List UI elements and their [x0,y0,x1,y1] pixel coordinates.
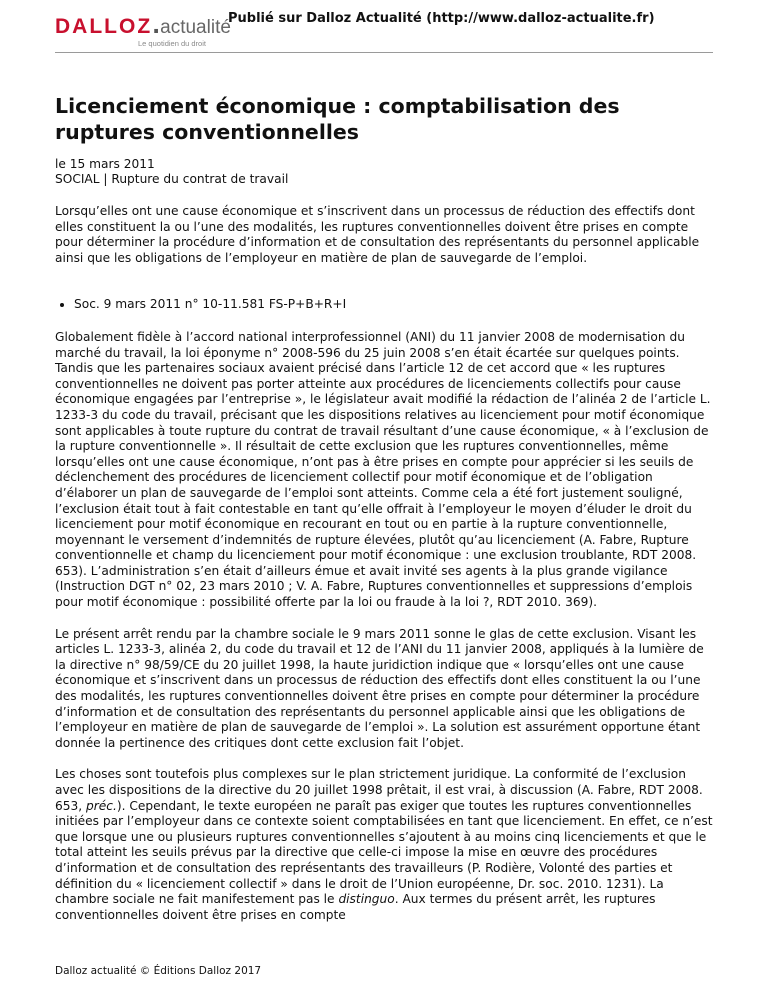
decision-reference: • Soc. 9 mars 2011 n° 10-11.581 FS-P+B+R+I [74,297,715,313]
dalloz-actualite-logo[interactable] [55,14,231,54]
article-date: le 15 mars 2011 [55,157,155,171]
p3-text-c: . Aux termes du présent arrêt, les ruptures conventionnelles doivent être prises en compte [55,892,656,922]
logo-wordmark [55,14,231,40]
p3-text-a: Les choses sont toutefois plus complexes sur le plan strictement juridique. La conformité de l’exclusion avec les dispositions de la directive du 20 juillet 1998 prêtait, il est vrai, à discussion (A. Fabre, RDT 2008. 653, [55,767,703,813]
logo-dalloz-text: DALLOZ [55,15,153,38]
p3-text-b: ). Cependant, le texte européen ne paraît pas exiger que toutes les ruptures conventionnelles initiées par l’employeur dans ce contexte soient comptabilisées en tant que licenciement. En effet, ce n’est que lorsque une ou plusieurs ruptures conventionnelles s’ajoutent à au moins cinq licenciements et que le total atteint les seuils prévus par la directive que celle-ci impose la mise en œuvre des procédures d’information et de consultation des représentants des travailleurs (P. Rodière, Volonté des parties et définition du « licenciement collectif » dans le droit de l’Union européenne, Dr. soc. 2010. 1231). La chambre sociale ne fait manifestement pas le [55,798,713,907]
p3-prec-italic: préc. [86,798,117,813]
header-divider [55,52,713,53]
article-meta [55,157,288,187]
page-footer-copyright: Dalloz actualité © Éditions Dalloz 2017 [55,965,262,977]
article-title: Licenciement économique : comptabilisation des ruptures conventionnelles [55,94,620,144]
reference-list [55,297,715,313]
published-on-notice: Publié sur Dalloz Actualité (http://www.dalloz-actualite.fr) [228,11,655,26]
page-header [0,0,768,60]
logo-tagline: Le quotidien du droit [138,39,206,48]
body-paragraph-2: Le présent arrêt rendu par la chambre sociale le 9 mars 2011 sonne le glas de cette exclusion. Visant les articles L. 1233-3, alinéa 2, du code du travail et 12 de l’ANI du 11 janvier 2008, appliqués à la lumière de la directive n° 98/59/CE du 20 juillet 1998, la haute juridiction indique que « lorsqu’elles ont une cause économique et s’inscrivent dans un processus de réduction des effectifs dont elles constituent la ou l’une des modalités, les ruptures conventionnelles doivent être prises en compte pour déterminer la procédure d’information et de consultation des représentants du personnel applicable ainsi que les obligations de l’employeur en matière de plan de sauvegarde de l’emploi ». La solution est assurément opportune étant donnée la pertinence des critiques dont cette exclusion fait l’objet. [55,626,704,750]
article-body [55,204,715,939]
body-paragraph-3 [55,767,715,923]
article-intro: Lorsqu’elles ont une cause économique et s’inscrivent dans un processus de réduction des effectifs dont elles constituent la ou l’une des modalités, les ruptures conventionnelles doivent être prises en compte pour déterminer la procédure d’information et de consultation des représentants du personnel applicable ainsi que les obligations de l’employeur en matière de plan de sauvegarde de l’emploi. [55,204,700,265]
article-category: SOCIAL | Rupture du contrat de travail [55,172,289,186]
logo-dot: . [152,14,161,38]
logo-actualite-text: actualité [160,17,231,38]
p3-distinguo-italic: distinguo [338,892,395,907]
body-paragraph-1: Globalement fidèle à l’accord national interprofessionnel (ANI) du 11 janvier 2008 de modernisation du marché du travail, la loi éponyme n° 2008-596 du 25 juin 2008 s’en était écartée sur quelques points. Tandis que les partenaires sociaux avaient précisé dans l’article 12 de cet accord que « les ruptures conventionnelles ne doivent pas porter atteinte aux procédures de licenciements collectifs pour cause économique engagées par l’entreprise », le législateur avait modifié la rédaction de l’alinéa 2 de l’article L. 1233-3 du code du travail, précisant que les dispositions relatives au licenciement pour motif économique sont applicables à toute rupture du contrat de travail résultant d’une cause économique, « à l’exclusion de la rupture conventionnelle ». Il résultait de cette exclusion que les ruptures conventionnelles, même lorsqu’elles ont une cause économique, n’ont pas à être prises en compte pour apprécier si les seuils de déclenchement des procédures de licenciement collectif pour motif économique et de l’obligation d’élaborer un plan de sauvegarde de l’emploi sont atteints. Comme cela a été fort justement souligné, l’exclusion était tout à fait contestable en tant qu’elle offrait à l’employeur le moyen d’éluder le droit du licenciement pour motif économique en recourant en tout ou en partie à la rupture conventionnelle, moyennant le versement d’indemnités de rupture élevées, plutôt qu’au licenciement (A. Fabre, Rupture conventionnelle et champ du licenciement pour motif économique : une exclusion troublante, RDT 2008. 653). L’administration s’en était d’ailleurs émue et avait invité ses agents à la plus grande vigilance (Instruction DGT n° 02, 23 mars 2010 ; V. A. Fabre, Ruptures conventionnelles et suppressions d’emplois pour motif économique : possibilité offerte par la loi ou fraude à la loi ?, RDT 2010. 369). [55,329,711,610]
